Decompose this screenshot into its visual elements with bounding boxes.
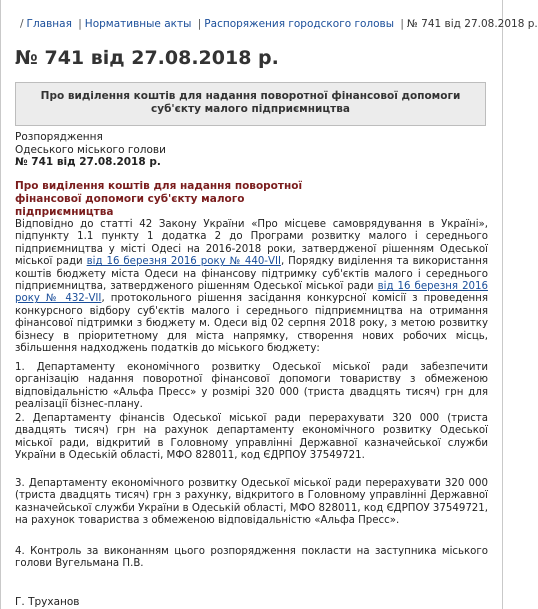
document-type: Розпорядження xyxy=(15,131,103,143)
page-title: № 741 від 27.08.2018 р. xyxy=(15,47,279,69)
document-number: № 741 від 27.08.2018 р. xyxy=(15,156,161,168)
document-title xyxy=(15,180,335,219)
breadcrumb-orders-link[interactable]: Распоряжения городского головы xyxy=(204,18,395,30)
document-issuer: Одеського міського голови xyxy=(15,143,166,156)
breadcrumb: / Главная | Нормативные акты | Распоряжения городского головы | № 741 від 27.08.2018 р. xyxy=(20,18,538,30)
document-meta xyxy=(15,131,166,169)
decision-432-link[interactable]: від 16 березня 2016 року № 432-VII xyxy=(15,281,488,305)
paragraph-item-1: 1. Департаменту економічного розвитку Одеської міської ради забезпечити організацію надання поворотної фінансової допомоги товариству з обмеженою відповідальністю «Альфа Пресс» у розмірі 320 000 (триста двадцять тисяч) грн для реалізації бізнес-плану. xyxy=(15,362,488,411)
preamble-text-3: , протокольного рішення засідання конкурсної комісії з проведення конкурсного відбору суб'єктів малого і середнього підприємництва на отримання фінансової підтримки з бюджету м. Одеси від 02 серпня 2018 року, з метою розвитку бізнесу в пріоритетному для міста напрямку, створення нових робочих місць, збільшення надходжень податків до міського бюджету: xyxy=(15,293,488,355)
paragraph-item-3: 3. Департаменту економічного розвитку Одеської міської ради перерахувати 320 000 (триста двадцять тисяч) грн з рахунку, відкритого в Головному управлінні Державної казначейської служби України в Одеській області, МФО 828011, код ЄДРПОУ 37549721, на рахунок товариства з обмеженою відповідальністю «Альфа Пресс». xyxy=(15,478,488,527)
decision-440-link[interactable]: від 16 березня 2016 року № 440-VII xyxy=(86,256,281,268)
breadcrumb-current: № 741 від 27.08.2018 р. xyxy=(406,18,538,30)
breadcrumb-acts-link[interactable]: Нормативные акты xyxy=(84,18,192,30)
document-title-line-2: фінансової допомоги суб'єкту малого підприємництва xyxy=(15,193,245,218)
preamble-text-1: Відповідно до статті 42 Закону України «Про місцеве самоврядування в Україні», підпункту 1.1 пункту 1 додатка 2 до Програми розвитку малого і середнього підприємництва у місті Одесі на 2016-2018 роки, затвердженої рішенням Одеської міської ради xyxy=(15,219,488,268)
lead-box xyxy=(15,82,486,126)
paragraph-item-2: 2. Департаменту фінансів Одеської міської ради перерахувати 320 000 (триста двадцять тисяч) грн на рахунок департаменту економічного розвитку Одеської міської ради, відкритий в Головному управлінні Державної казначейської служби України в Одеській області, МФО 828011, код ЄДРПОУ 37549721. xyxy=(15,413,488,462)
paragraph-item-4: 4. Контроль за виконанням цього розпорядження покласти на заступника міського голови Вугельмана П.В. xyxy=(15,546,488,570)
lead-text: Про виділення коштів для надання поворотної фінансової допомоги суб'єкту малого підприємництва xyxy=(40,90,461,115)
breadcrumb-home-link[interactable]: Главная xyxy=(26,18,72,30)
paragraph-preamble xyxy=(15,219,488,355)
document-title-line-1: Про виділення коштів для надання поворотної xyxy=(15,180,303,192)
signature: Г. Труханов xyxy=(15,596,80,608)
preamble-text-2: , Порядку виділення та використання коштів бюджету міста Одеси на фінансову підтримку суб'єктів малого і середнього підприємництва, затвердженого рішенням Одеської міської ради xyxy=(15,256,488,293)
